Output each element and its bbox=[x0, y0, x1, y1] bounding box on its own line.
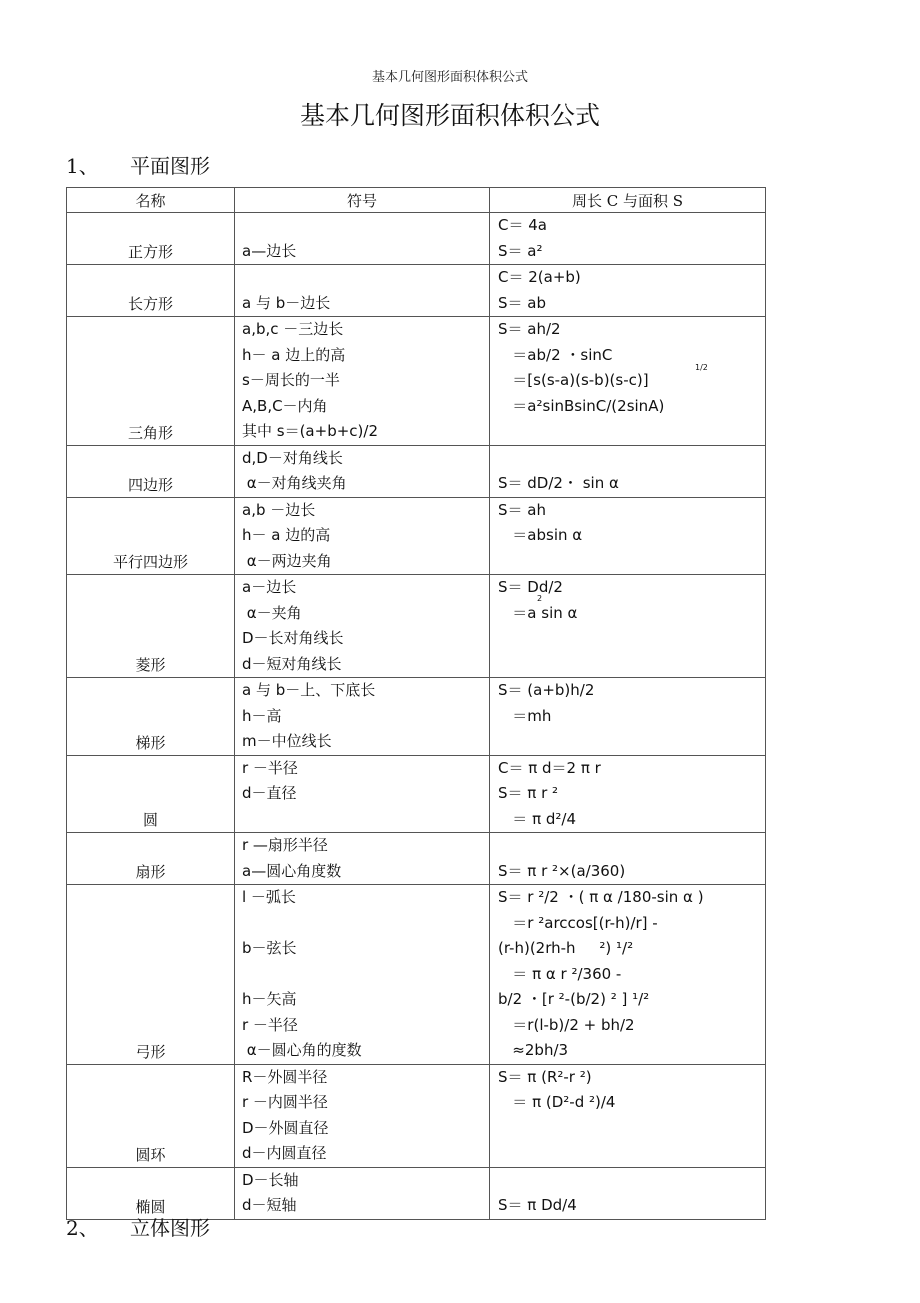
table-row bbox=[67, 755, 766, 833]
section-number: 2、 bbox=[66, 1216, 99, 1240]
shape-name-cell: 扇形 bbox=[67, 833, 235, 885]
symbol-line: s－周长的一半 bbox=[242, 371, 340, 389]
symbol-line bbox=[242, 807, 489, 833]
symbol-line: l －弧长 bbox=[242, 888, 296, 906]
symbol-line: a—圆心角度数 bbox=[242, 861, 342, 880]
symbol-cell bbox=[235, 317, 490, 446]
formula-line: C＝ 4a bbox=[498, 216, 547, 234]
symbol-line: α－圆心角的度数 bbox=[242, 1041, 362, 1059]
shape-name-cell: 圆 bbox=[67, 755, 235, 833]
formula-line: ＝a sin α bbox=[498, 603, 578, 622]
formula-line: S＝ r ²/2 ・( π α /180-sin α ) bbox=[498, 888, 704, 906]
formula-cell bbox=[490, 1167, 766, 1219]
symbol-line bbox=[242, 911, 489, 937]
formula-cell bbox=[490, 575, 766, 678]
symbol-line: A,B,C－内角 bbox=[242, 396, 328, 415]
formula-line: S＝ π r ² bbox=[498, 784, 559, 802]
symbol-line: a—边长 bbox=[242, 241, 297, 260]
column-header-symbol: 符号 bbox=[235, 188, 490, 213]
symbol-line: h－ a 边的高 bbox=[242, 526, 331, 544]
formula-line: C＝ 2(a+b) bbox=[498, 268, 581, 286]
table-row bbox=[67, 213, 766, 265]
table-row bbox=[67, 678, 766, 756]
formula-table bbox=[66, 187, 766, 1220]
symbol-cell bbox=[235, 833, 490, 885]
symbol-line: D－长对角线长 bbox=[242, 629, 344, 647]
symbol-cell bbox=[235, 265, 490, 317]
formula-exponent-note: 1/2 bbox=[695, 363, 708, 372]
running-header: 基本几何图形面积体积公式 bbox=[371, 70, 528, 85]
formula-cell bbox=[490, 497, 766, 575]
formula-line: S＝ a² bbox=[498, 241, 543, 260]
formula-line: b/2 ・[r ²-(b/2) ² ] ¹/² bbox=[498, 990, 650, 1008]
formula-line: S＝ (a+b)h/2 bbox=[498, 681, 595, 699]
shape-name-cell: 正方形 bbox=[67, 213, 235, 265]
symbol-line: d,D－对角线长 bbox=[242, 448, 343, 467]
symbol-cell bbox=[235, 213, 490, 265]
symbol-line: d－内圆直径 bbox=[242, 1144, 327, 1162]
symbol-cell bbox=[235, 678, 490, 756]
shape-name-cell: 圆环 bbox=[67, 1064, 235, 1167]
symbol-cell bbox=[235, 885, 490, 1065]
formula-line: ＝ π α r ²/360 - bbox=[498, 964, 622, 983]
section-label: 平面图形 bbox=[130, 154, 210, 178]
symbol-line: d－短轴 bbox=[242, 1196, 297, 1214]
symbol-line: r －内圆半径 bbox=[242, 1093, 328, 1111]
formula-cell bbox=[490, 213, 766, 265]
section-heading-plane bbox=[66, 150, 210, 179]
section-number: 1、 bbox=[66, 154, 99, 178]
formula-cell bbox=[490, 678, 766, 756]
formula-line: ＝ π (D²-d ²)/4 bbox=[498, 1093, 616, 1111]
symbol-line: a,b －边长 bbox=[242, 500, 316, 519]
table-header-row bbox=[67, 188, 766, 213]
formula-cell bbox=[490, 265, 766, 317]
formula-cell bbox=[490, 755, 766, 833]
symbol-cell bbox=[235, 575, 490, 678]
formula-line: ＝a²sinBsinC/(2sinA) bbox=[498, 396, 665, 415]
formula-line: S＝ π (R²-r ²) bbox=[498, 1067, 592, 1086]
symbol-line: h－ a 边上的高 bbox=[242, 345, 346, 364]
formula-line: ＝ab/2 ・sinC bbox=[498, 345, 613, 364]
shape-name-cell: 菱形 bbox=[67, 575, 235, 678]
symbol-line bbox=[242, 213, 489, 239]
formula-line bbox=[498, 833, 765, 859]
shape-name-cell: 椭圆 bbox=[67, 1167, 235, 1219]
symbol-line: a,b,c －三边长 bbox=[242, 320, 344, 338]
shape-name-cell: 弓形 bbox=[67, 885, 235, 1065]
shape-name-cell: 四边形 bbox=[67, 445, 235, 497]
formula-cell bbox=[490, 317, 766, 446]
symbol-cell bbox=[235, 445, 490, 497]
symbol-cell bbox=[235, 1167, 490, 1219]
symbol-line: a 与 b－上、下底长 bbox=[242, 681, 376, 699]
symbol-line: d－直径 bbox=[242, 784, 297, 802]
symbol-line: α－对角线夹角 bbox=[242, 474, 347, 492]
symbol-line bbox=[242, 962, 489, 988]
symbol-line: α－夹角 bbox=[242, 603, 302, 622]
table-row bbox=[67, 497, 766, 575]
symbol-line: d－短对角线长 bbox=[242, 654, 342, 673]
shape-name-cell: 长方形 bbox=[67, 265, 235, 317]
formula-line: S＝ ab bbox=[498, 293, 547, 312]
symbol-line: h－矢高 bbox=[242, 990, 297, 1008]
formula-line: ＝r ²arccos[(r-h)/r] - bbox=[498, 913, 658, 932]
symbol-line: m－中位线长 bbox=[242, 732, 332, 750]
symbol-cell bbox=[235, 497, 490, 575]
symbol-cell bbox=[235, 755, 490, 833]
column-header-name: 名称 bbox=[67, 188, 235, 213]
symbol-line: a－边长 bbox=[242, 578, 297, 596]
formula-cell bbox=[490, 1064, 766, 1167]
symbol-line: r —扇形半径 bbox=[242, 836, 328, 854]
symbol-line: h－高 bbox=[242, 706, 282, 725]
symbol-cell bbox=[235, 1064, 490, 1167]
formula-line: C＝ π d＝2 π r bbox=[498, 758, 601, 777]
formula-line: ＝[s(s-a)(s-b)(s-c)] bbox=[498, 371, 649, 389]
symbol-line: D－外圆直径 bbox=[242, 1118, 329, 1137]
formula-line: S＝ π Dd/4 bbox=[498, 1196, 577, 1214]
section-label: 立体图形 bbox=[130, 1216, 210, 1240]
section-heading-solid bbox=[66, 1212, 210, 1241]
symbol-line: 其中 s＝(a+b+c)/2 bbox=[242, 422, 378, 440]
symbol-line: α－两边夹角 bbox=[242, 551, 332, 570]
formula-line: S＝ π r ²×(a/360) bbox=[498, 861, 626, 880]
table-row bbox=[67, 1064, 766, 1167]
formula-line bbox=[498, 446, 765, 472]
table-row bbox=[67, 833, 766, 885]
shape-name-cell: 三角形 bbox=[67, 317, 235, 446]
symbol-line: b－弦长 bbox=[242, 939, 297, 957]
formula-exponent-note: 2 bbox=[537, 594, 543, 603]
shape-name-cell: 平行四边形 bbox=[67, 497, 235, 575]
formula-line: ＝r(l-b)/2 + bh/2 bbox=[498, 1015, 635, 1034]
formula-cell bbox=[490, 833, 766, 885]
symbol-line: R－外圆半径 bbox=[242, 1067, 328, 1086]
formula-line: S＝ Dd/2 bbox=[498, 578, 563, 596]
formula-line: (r-h)(2rh-h ²) ¹/² bbox=[498, 939, 634, 957]
table-row bbox=[67, 317, 766, 446]
formula-line: ≈2bh/3 bbox=[498, 1041, 569, 1059]
table-row bbox=[67, 445, 766, 497]
table-row bbox=[67, 575, 766, 678]
formula-line: S＝ ah bbox=[498, 500, 546, 519]
formula-line bbox=[498, 1168, 765, 1194]
symbol-line bbox=[242, 265, 489, 291]
shape-name-cell: 梯形 bbox=[67, 678, 235, 756]
symbol-line: r －半径 bbox=[242, 1015, 298, 1034]
table-row bbox=[67, 885, 766, 1065]
formula-line: S＝ ah/2 bbox=[498, 320, 561, 338]
symbol-line: a 与 b－边长 bbox=[242, 293, 331, 312]
symbol-line: r －半径 bbox=[242, 758, 298, 777]
column-header-formula: 周长 C 与面积 S bbox=[490, 188, 766, 213]
formula-cell bbox=[490, 445, 766, 497]
formula-cell bbox=[490, 885, 766, 1065]
symbol-line: D－长轴 bbox=[242, 1170, 299, 1189]
formula-line: S＝ dD/2・ sin α bbox=[498, 474, 619, 492]
table-row bbox=[67, 265, 766, 317]
page-title: 基本几何图形面积体积公式 bbox=[299, 101, 600, 130]
formula-line: ＝mh bbox=[498, 706, 552, 725]
formula-line: ＝absin α bbox=[498, 526, 583, 544]
formula-line: ＝ π d²/4 bbox=[498, 809, 577, 828]
